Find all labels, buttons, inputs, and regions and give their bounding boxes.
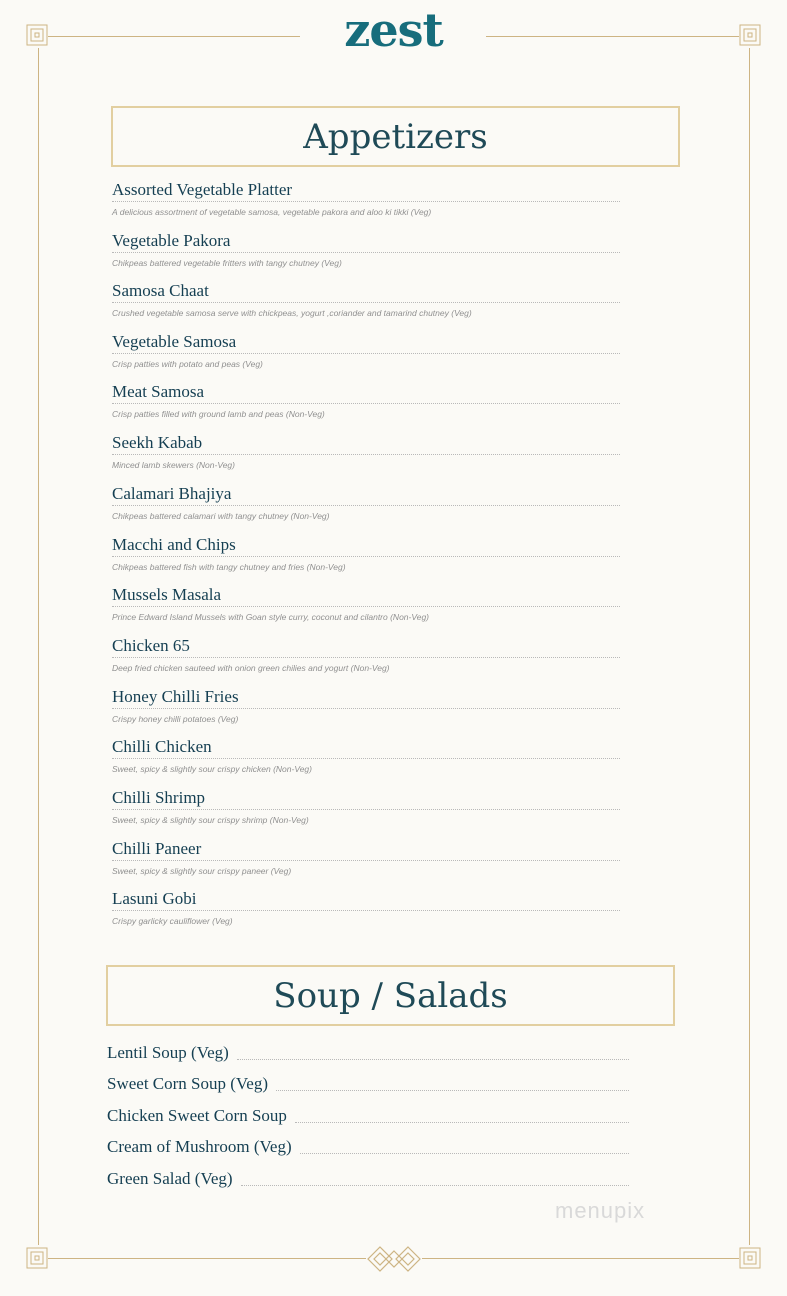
item-description: A delicious assortment of vegetable samosa, vegetable pakora and aloo ki tikki (Veg): [112, 207, 432, 217]
menupix-watermark: menupix: [555, 1198, 646, 1223]
item-name: Green Salad (Veg): [107, 1169, 233, 1188]
dotted-divider: [112, 556, 620, 557]
item-name: Lentil Soup (Veg): [107, 1043, 229, 1062]
soup-item: [107, 1137, 629, 1157]
dotted-divider: [112, 657, 620, 658]
item-name: Macchi and Chips: [112, 535, 236, 554]
item-description: Crushed vegetable samosa serve with chickpeas, yogurt ,coriander and tamarind chutney (Veg): [112, 308, 472, 318]
dotted-divider: [112, 505, 620, 506]
item-description: Chikpeas battered fish with tangy chutney and fries (Non-Veg): [112, 562, 346, 572]
item-name: Vegetable Samosa: [112, 332, 237, 351]
art-deco-corner-icon: [26, 1247, 48, 1269]
menu-item: [112, 839, 620, 877]
item-description: Prince Edward Island Mussels with Goan style curry, coconut and cilantro (Non-Veg): [112, 612, 429, 622]
art-deco-corner-icon: [739, 1247, 761, 1269]
diamond-ornament-icon: [366, 1243, 422, 1275]
dotted-divider: [112, 302, 620, 303]
dotted-divider: [112, 403, 620, 404]
item-name: Chicken 65: [112, 636, 190, 655]
item-description: Minced lamb skewers (Non-Veg): [112, 460, 235, 470]
menu-item: [112, 281, 620, 319]
menu-item: [112, 484, 620, 522]
frame-left-line: [38, 48, 39, 1245]
appetizers-title: Appetizers: [303, 116, 488, 157]
dotted-divider: [112, 860, 620, 861]
dotted-divider: [112, 708, 620, 709]
soup-item: [107, 1106, 629, 1126]
item-name: Vegetable Pakora: [112, 231, 231, 250]
soups-heading-box: [106, 965, 675, 1026]
item-name: Chilli Shrimp: [112, 788, 206, 807]
item-name: Cream of Mushroom (Veg): [107, 1137, 292, 1156]
dotted-divider: [112, 201, 620, 202]
item-name: Chilli Chicken: [112, 737, 212, 756]
item-description: Crisp patties with potato and peas (Veg): [112, 359, 263, 369]
soup-item: [107, 1043, 629, 1063]
dotted-leader: [300, 1153, 629, 1154]
dotted-divider: [112, 758, 620, 759]
item-name: Chicken Sweet Corn Soup: [107, 1106, 287, 1125]
item-name: Honey Chilli Fries: [112, 687, 239, 706]
menu-item: [112, 889, 620, 927]
menu-item: [112, 231, 620, 269]
menu-item: [112, 788, 620, 826]
item-name: Mussels Masala: [112, 585, 222, 604]
item-name: Meat Samosa: [112, 382, 205, 401]
item-description: Deep fried chicken sauteed with onion green chilies and yogurt (Non-Veg): [112, 663, 390, 673]
item-name: Lasuni Gobi: [112, 889, 197, 908]
menu-item: [112, 737, 620, 775]
dotted-leader: [237, 1059, 629, 1060]
menu-item: [112, 687, 620, 725]
item-name: Seekh Kabab: [112, 433, 203, 452]
frame-bottom-right-line: [422, 1258, 739, 1259]
soups-title: Soup / Salads: [273, 975, 508, 1016]
dotted-leader: [295, 1122, 629, 1123]
brand-logo: zest: [344, 3, 443, 57]
menu-item: [112, 433, 620, 471]
item-description: Crisp patties filled with ground lamb and peas (Non-Veg): [112, 409, 325, 419]
item-description: Sweet, spicy & slightly sour crispy shrimp (Non-Veg): [112, 815, 309, 825]
frame-right-line: [749, 48, 750, 1245]
item-description: Sweet, spicy & slightly sour crispy paneer (Veg): [112, 866, 292, 876]
soup-item: [107, 1074, 629, 1094]
frame-bottom-left-line: [48, 1258, 366, 1259]
item-name: Sweet Corn Soup (Veg): [107, 1074, 269, 1093]
dotted-divider: [112, 910, 620, 911]
item-description: Chikpeas battered vegetable fritters with tangy chutney (Veg): [112, 258, 342, 268]
dotted-divider: [112, 252, 620, 253]
soup-item: [107, 1169, 629, 1189]
dotted-leader: [276, 1090, 629, 1091]
item-name: Assorted Vegetable Platter: [112, 180, 293, 199]
menu-item: [112, 535, 620, 573]
dotted-divider: [112, 454, 620, 455]
menu-item: [112, 585, 620, 623]
menu-item: [112, 332, 620, 370]
item-name: Chilli Paneer: [112, 839, 202, 858]
dotted-divider: [112, 809, 620, 810]
menu-item: [112, 382, 620, 420]
dotted-divider: [112, 606, 620, 607]
menu-item: [112, 180, 620, 218]
menu-item: [112, 636, 620, 674]
dotted-leader: [241, 1185, 629, 1186]
item-name: Calamari Bhajiya: [112, 484, 232, 503]
item-description: Crispy garlicky cauliflower (Veg): [112, 916, 233, 926]
item-name: Samosa Chaat: [112, 281, 209, 300]
item-description: Crispy honey chilli potatoes (Veg): [112, 714, 239, 724]
item-description: Sweet, spicy & slightly sour crispy chicken (Non-Veg): [112, 764, 312, 774]
appetizers-heading-box: [111, 106, 680, 167]
item-description: Chikpeas battered calamari with tangy chutney (Non-Veg): [112, 511, 330, 521]
dotted-divider: [112, 353, 620, 354]
